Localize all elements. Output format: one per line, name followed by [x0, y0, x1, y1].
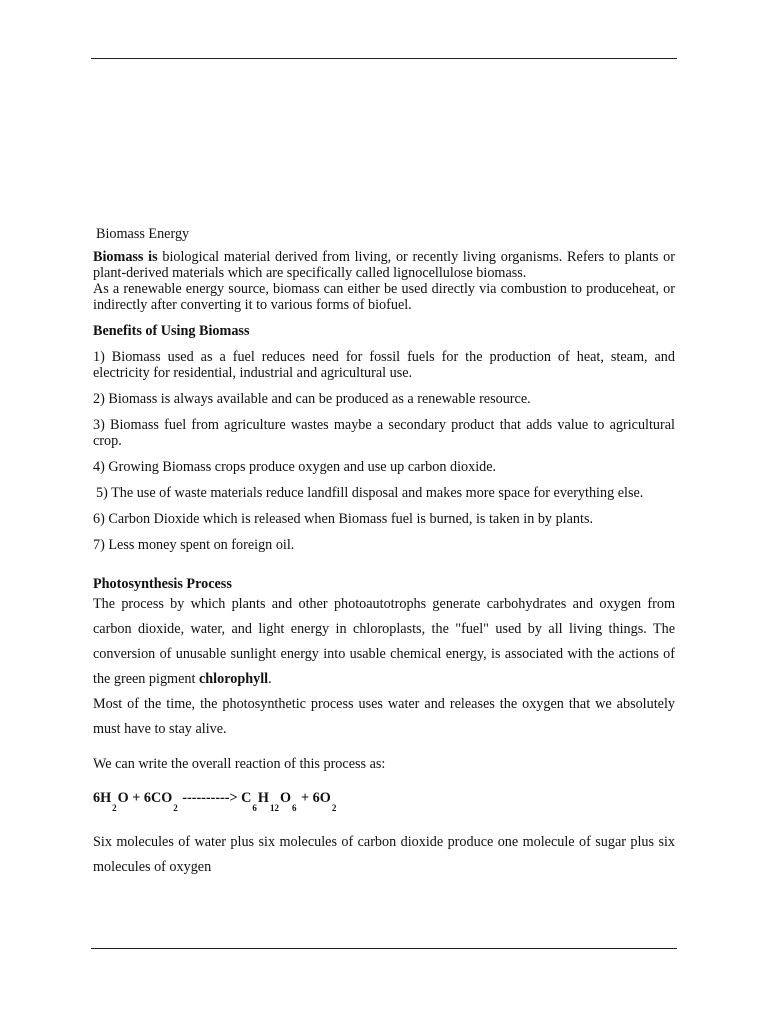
photosynthesis-text: The process by which plants and other photoautotrophs generate carbohydrates and oxygen from carbon dioxide, water, and light energy in chloroplasts, the "fuel" used by all living things. The conversion of unusable sunlight energy into usable chemical energy, is associated with the actions of the green pigment: [93, 596, 675, 687]
eq-term: + 6O: [297, 790, 331, 806]
eq-subscript: 2: [173, 803, 178, 813]
benefit-item: 7) Less money spent on foreign oil.: [93, 537, 295, 553]
eq-subscript: 6: [292, 803, 297, 813]
benefits-heading: Benefits of Using Biomass: [93, 323, 250, 339]
document-body: [93, 226, 675, 880]
intro-text: biological material derived from living, or recently living organisms. Refers to plants or plant-derived materials which are specifically called lignocellulose biomass.: [93, 249, 675, 281]
equation-explanation: Six molecules of water plus six molecules of carbon dioxide produce one molecule of sugar plus six molecules of oxygen: [93, 834, 675, 875]
footer-rule: [91, 948, 677, 949]
benefit-item: 1) Biomass used as a fuel reduces need for fossil fuels for the production of heat, steam, and electricity for residential, industrial and agricultural use.: [93, 349, 675, 381]
eq-subscript: 6: [252, 803, 257, 813]
eq-subscript: 2: [331, 803, 337, 813]
intro-lead: Biomass is: [93, 249, 158, 265]
intro-paragraph: [93, 249, 675, 281]
eq-subscript: 12: [269, 803, 279, 813]
intro-paragraph-2: As a renewable energy source, biomass can either be used directly via combustion to produceheat, or indirectly after converting it to various forms of biofuel.: [93, 281, 675, 313]
eq-term: O: [279, 790, 291, 806]
eq-term: H: [257, 790, 269, 806]
photosynthesis-paragraph: [93, 592, 675, 692]
benefit-item: 3) Biomass fuel from agriculture wastes maybe a secondary product that adds value to agricultural crop.: [93, 417, 675, 449]
photosynthesis-equation: [93, 789, 675, 813]
header-rule: [91, 58, 677, 59]
eq-term: ----------> C: [178, 790, 252, 806]
reaction-intro: We can write the overall reaction of this process as:: [93, 756, 386, 772]
eq-term: 6H: [93, 790, 112, 806]
chlorophyll-term: chlorophyll: [198, 671, 269, 687]
page-title: Biomass Energy: [96, 226, 190, 242]
benefit-item: 2) Biomass is always available and can be produced as a renewable resource.: [93, 391, 531, 407]
photosynthesis-paragraph-2: Most of the time, the photosynthetic process uses water and releases the oxygen that we absolutely must have to stay alive.: [93, 696, 675, 737]
photosynthesis-heading: Photosynthesis Process: [93, 576, 232, 592]
eq-term: O + 6CO: [117, 790, 173, 806]
benefit-item: 4) Growing Biomass crops produce oxygen and use up carbon dioxide.: [93, 459, 497, 475]
eq-subscript: 2: [112, 803, 117, 813]
period: .: [268, 671, 272, 687]
benefit-item: 5) The use of waste materials reduce landfill disposal and makes more space for everything else.: [96, 485, 644, 501]
benefit-item: 6) Carbon Dioxide which is released when Biomass fuel is burned, is taken in by plants.: [93, 511, 594, 527]
